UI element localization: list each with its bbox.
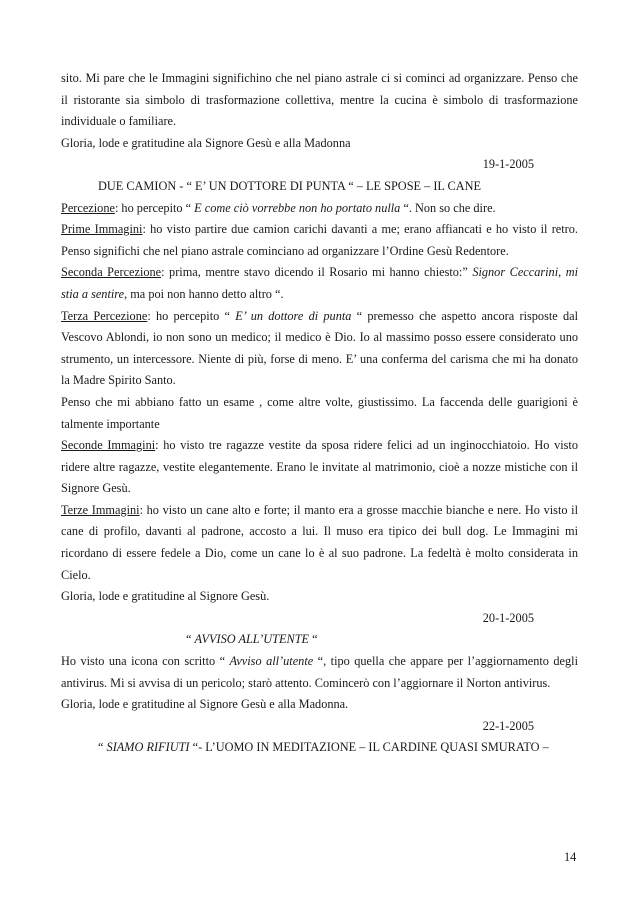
entry-heading: “ AVVISO ALL’UTENTE “ (186, 632, 318, 647)
entry-heading: “ SIAMO RIFIUTI “- L’UOMO IN MEDITAZIONE – IL CARDINE QUASI SMURATO – (98, 740, 549, 755)
seconde-immagini-paragraph: Seconde Immagini: ho visto tre ragazze vestite da sposa ridere felici ad un inginocchiatoio. Ho visto ridere altre ragazze, vestite elegantemente. Erano le invitate al matrimonio, cioè a nozze mistiche con il Signore Gesù. (61, 438, 578, 496)
section-label: Terze Immagini (61, 502, 140, 517)
page-body (61, 68, 578, 759)
section-label: Terza Percezione (61, 308, 148, 323)
terze-immagini-paragraph: Terze Immagini: ho visto un cane alto e forte; il manto era a grosse macchie bianche e nere. Ho visto il cane di profilo, davanti al padrone, accosto a lui. Il muso era tipico dei bull dog. Le Immagini mi ricordano di essere fedele a Dio, come un cane lo è al suo padrone. La fedeltà è molto considerata in Cielo. (61, 502, 578, 582)
section-label: Percezione (61, 200, 115, 215)
entry-date: 22-1-2005 (482, 718, 534, 733)
section-label: Prime Immagini (61, 222, 143, 237)
seconda-percezione-paragraph: Seconda Percezione: prima, mentre stavo dicendo il Rosario mi hanno chiesto:” Signor Ceccarini, mi stia a sentire, ma poi non hanno detto altro “. (61, 265, 579, 301)
heading-italic: SIAMO RIFIUTI (106, 740, 190, 755)
heading-italic: AVVISO ALL’UTENTE (194, 632, 310, 647)
quoted-text: E’ un dottore di punta (235, 308, 352, 323)
prime-immagini-paragraph: Prime Immagini: ho visto partire due camion carichi davanti a me; erano affiancati e ho visto il retro. Penso significhi che nel piano astrale cominciano ad organizzare l’Ordine Gesù Redentore. (61, 222, 578, 258)
quoted-text: Avviso all’utente (229, 654, 314, 669)
section-label: Seconda Percezione (61, 265, 162, 280)
entry-heading: DUE CAMION - “ E’ UN DOTTORE DI PUNTA “ – LE SPOSE – IL CANE (98, 178, 482, 193)
quoted-text: Signor Ceccarini, mi stia a sentire (61, 265, 579, 301)
paragraph-intro: sito. Mi pare che le Immagini significhino che nel piano astrale ci si cominci ad organizzare. Penso che il ristorante sia simbolo di trasformazione collettiva, mentre la cucina è simbolo di trasformazione individuale o familiare. (61, 71, 578, 129)
terza-percezione-paragraph: Terza Percezione: ho percepito “ E’ un dottore di punta “ premesso che aspetto ancora risposte dal Vescovo Ablondi, io non sono un medico; il medico è Dio. Io al massimo posso essere considerato uno strumento, un intercessore. Niente di più, forse di meno. E’ una conferma del carisma che mi ha donato la Madre Spirito Santo. (61, 308, 579, 388)
percezione-paragraph: Percezione: ho percepito “ E come ciò vorrebbe non ho portato nulla “. Non so che dire. (61, 200, 496, 215)
gloria-line: Gloria, lode e gratitudine al Signore Gesù e alla Madonna. (61, 697, 349, 712)
page-number: 14 (564, 850, 577, 864)
gloria-line: Gloria, lode e gratitudine al Signore Gesù. (61, 589, 270, 604)
section-label: Seconde Immagini (61, 438, 156, 453)
entry-date: 19-1-2005 (482, 157, 534, 172)
entry-date: 20-1-2005 (482, 610, 534, 625)
paragraph-esame: Penso che mi abbiano fatto un esame , come altre volte, giustissimo. La faccenda delle guarigioni è talmente importante (61, 394, 578, 431)
quoted-text: E come ciò vorrebbe non ho portato nulla (194, 200, 401, 215)
gloria-line: Gloria, lode e gratitudine ala Signore Gesù e alla Madonna (61, 135, 351, 150)
paragraph-avviso: Ho visto una icona con scritto “ Avviso all’utente “, tipo quella che appare per l’aggiornamento degli antivirus. Mi si avvisa di un pericolo; starò attento. Comincerò con l’aggiornare il Norton antivirus. (61, 654, 578, 690)
